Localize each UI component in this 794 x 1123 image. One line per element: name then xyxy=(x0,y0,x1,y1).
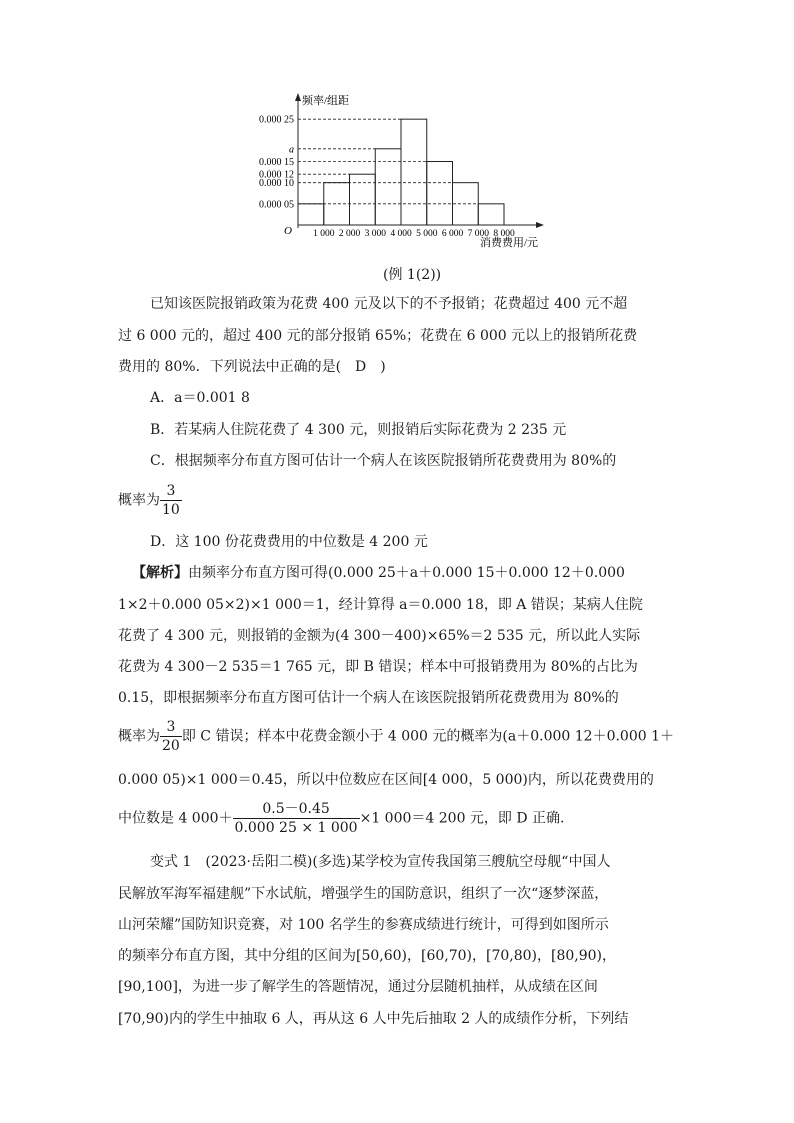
variant-line-6: [70,90)内的学生中抽取 6 人，再从这 6 人中先后抽取 2 人的成绩作分析，下列结 xyxy=(118,1011,629,1027)
solution-line-8 xyxy=(118,800,565,837)
fraction-denominator: 10 xyxy=(162,502,180,518)
variant-line-2: 民解放军海军福建舰”下水试航，增强学生的国防意识，组织了一次“逐梦深蓝， xyxy=(118,886,609,902)
y-tick-label: a xyxy=(289,144,294,156)
frequency-histogram xyxy=(240,90,560,250)
option-c-line-2 xyxy=(118,482,182,519)
histogram-bars xyxy=(298,119,504,225)
solution-line-2: 1×2＋0.000 05×2)×1 000＝1，经计算得 a＝0.000 18，即 A 错误；某病人住院 xyxy=(118,597,643,613)
solution-6-suffix: 即 C 错误；样本中花费金额小于 4 000 元的概率为(a＋0.000 12＋0.000 1＋ xyxy=(181,728,675,745)
option-b: B．若某病人住院花费了 4 300 元，则报销后实际花费为 2 235 元 xyxy=(150,422,567,438)
solution-line-4: 花费为 4 300－2 535＝1 765 元，即 B 错误；样本中可报销费用为 80%的占比为 xyxy=(118,659,638,675)
y-tick-label: 0.000 10 xyxy=(259,178,294,190)
origin-label: O xyxy=(284,225,292,237)
x-tick-label: 6 000 xyxy=(441,229,464,239)
histogram-bar xyxy=(478,204,504,225)
fraction-numerator: 0.5－0.45 xyxy=(233,800,360,819)
fraction-numerator: 3 xyxy=(160,482,182,501)
option-a: A．a＝0.001 8 xyxy=(150,390,250,406)
solution-line-6 xyxy=(118,718,674,755)
solution-line-1 xyxy=(132,563,625,583)
solution-line-7: 0.000 05)×1 000＝0.45，所以中位数应在区间[4 000，5 000)内，所以花费费用的 xyxy=(118,772,654,788)
option-c-line-1: C．根据频率分布直方图可估计一个病人在该医院报销所花费费用为 80%的 xyxy=(150,453,617,469)
solution-line-5: 0.15，即根据频率分布直方图可估计一个病人在该医院报销所花费费用为 80%的 xyxy=(118,690,619,706)
x-tick-label: 1 000 xyxy=(313,229,335,239)
x-axis-label: 消费费用/元 xyxy=(480,237,539,249)
fraction-3-20 xyxy=(160,718,182,755)
y-tick-label: 0.000 05 xyxy=(259,199,294,211)
variant-line-5: [90,100]，为进一步了解学生的答题情况，通过分层随机抽样，从成绩在区间 xyxy=(118,979,598,995)
fraction-3-10 xyxy=(160,482,182,519)
solution-text-1: 由频率分布直方图可得(0.000 25＋a＋0.000 15＋0.000 12＋0.000 xyxy=(188,565,625,581)
y-tick-label: 0.000 12 xyxy=(259,169,294,181)
x-tick-label: 3 000 xyxy=(364,229,386,239)
histogram-bar xyxy=(427,162,453,226)
problem-line-1: 已知该医院报销政策为花费 400 元及以下的不予报销；花费超过 400 元不超 xyxy=(150,296,628,312)
variant-line-3: 山河荣耀”国防知识竞赛，对 100 名学生的参赛成绩进行统计，可得到如图所示 xyxy=(118,917,609,933)
histogram-bar xyxy=(401,119,427,225)
option-d: D．这 100 份花费费用的中位数是 4 200 元 xyxy=(150,534,428,550)
y-axis-label: 频率/组距 xyxy=(302,95,350,107)
x-tick-label: 8 000 xyxy=(493,229,515,239)
solution-8-suffix: ×1 000＝4 200 元，即 D 正确. xyxy=(359,810,565,827)
variant-line-1: 变式 1 (2023·岳阳二模)(多选)某学校为宣传我国第三艘航空母舰“中国人 xyxy=(150,854,611,870)
y-tick-labels xyxy=(259,115,294,211)
option-c-prefix: 概率为 xyxy=(118,492,160,509)
x-tick-label: 4 000 xyxy=(390,229,412,239)
median-fraction xyxy=(233,800,360,837)
x-tick-label: 2 000 xyxy=(338,229,361,239)
x-tick-label: 5 000 xyxy=(416,229,438,239)
problem-line-2: 过 6 000 元的，超过 400 元的部分报销 65%；花费在 6 000 元以上的报销所花费 xyxy=(118,328,638,344)
histogram-bar xyxy=(350,174,376,225)
solution-tag: 【解析】 xyxy=(132,565,188,581)
fraction-denominator: 20 xyxy=(162,738,180,754)
x-tick-label: 7 000 xyxy=(467,229,489,239)
y-axis-arrow xyxy=(295,93,301,101)
histogram-bar xyxy=(375,149,401,225)
solution-8-prefix: 中位数是 4 000＋ xyxy=(118,810,233,827)
fraction-numerator: 3 xyxy=(160,718,182,737)
solution-6-prefix: 概率为 xyxy=(118,728,160,745)
variant-line-4: 的频率分布直方图，其中分组的区间为[50,60)，[60,70)，[70,80)，[80,90)， xyxy=(118,948,617,964)
figure-caption: (例 1(2)) xyxy=(383,267,442,283)
problem-line-3: 费用的 80%．下列说法中正确的是( D ) xyxy=(118,359,386,375)
solution-line-3: 花费了 4 300 元，则报销的金额为(4 300－400)×65%＝2 535 元，所以此人实际 xyxy=(118,628,641,644)
fraction-denominator: 0.000 25 × 1 000 xyxy=(234,820,358,836)
histogram-bar xyxy=(298,204,324,225)
y-tick-label: 0.000 15 xyxy=(259,157,294,168)
x-axis-arrow xyxy=(536,222,544,228)
y-tick-label: 0.000 25 xyxy=(259,114,294,126)
